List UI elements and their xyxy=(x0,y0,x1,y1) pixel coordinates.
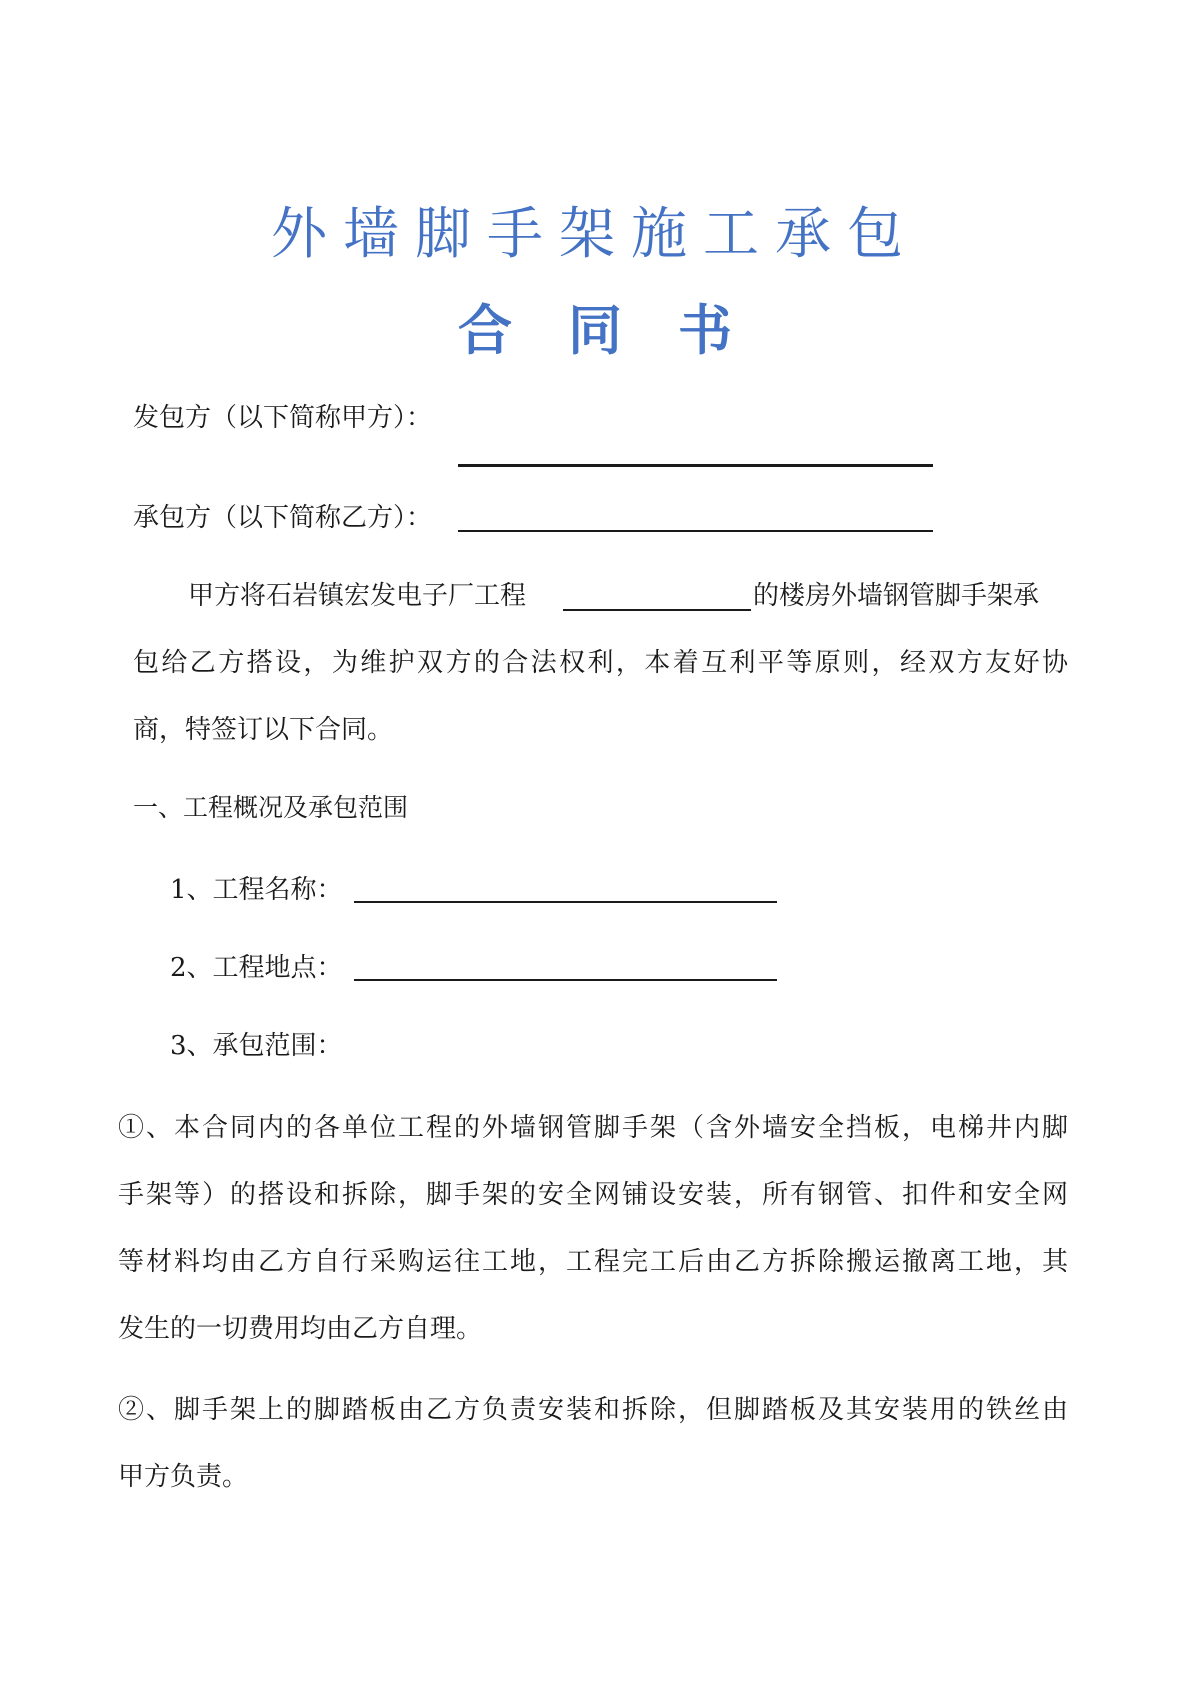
intro-text-line3: 商，特签订以下合同。 xyxy=(133,715,394,745)
party-b-blank[interactable] xyxy=(458,530,933,532)
clause2-line2: 甲方负责。 xyxy=(118,1462,249,1492)
party-a-blank[interactable] xyxy=(458,464,933,467)
intro-text-part1: 甲方将石岩镇宏发电子厂工程 xyxy=(188,581,527,611)
clause2-line1: ②、脚手架上的脚踏板由乙方负责安装和拆除，但脚踏板及其安装用的铁丝由 xyxy=(118,1395,1068,1425)
clause1-line1: ①、本合同内的各单位工程的外墙钢管脚手架（含外墙安全挡板，电梯井内脚 xyxy=(118,1113,1068,1143)
project-name-blank[interactable] xyxy=(563,609,751,611)
document-subtitle: 合同书 xyxy=(458,299,788,362)
project-location-label: 2、工程地点： xyxy=(170,953,343,983)
project-location-field-blank[interactable] xyxy=(354,979,777,981)
project-name-field-blank[interactable] xyxy=(354,901,777,903)
clause1-line2: 手架等）的搭设和拆除，脚手架的安全网铺设安装，所有钢管、扣件和安全网 xyxy=(118,1180,1068,1210)
clause1-line3: 等材料均由乙方自行采购运往工地，工程完工后由乙方拆除搬运撤离工地，其 xyxy=(118,1247,1068,1277)
project-name-label: 1、工程名称： xyxy=(170,875,343,905)
contract-scope-label: 3、承包范围： xyxy=(170,1031,343,1061)
party-a-label: 发包方（以下简称甲方）： xyxy=(133,403,433,433)
intro-text-line2: 包给乙方搭设，为维护双方的合法权利，本着互利平等原则，经双方友好协 xyxy=(133,648,1068,678)
section-heading: 一、工程概况及承包范围 xyxy=(133,793,409,822)
party-b-label: 承包方（以下简称乙方）： xyxy=(133,503,433,533)
document-title: 外墙脚手架施工承包 xyxy=(271,202,919,267)
clause1-line4: 发生的一切费用均由乙方自理。 xyxy=(118,1314,483,1344)
intro-text-part2: 的楼房外墙钢管脚手架承 xyxy=(753,581,1040,611)
